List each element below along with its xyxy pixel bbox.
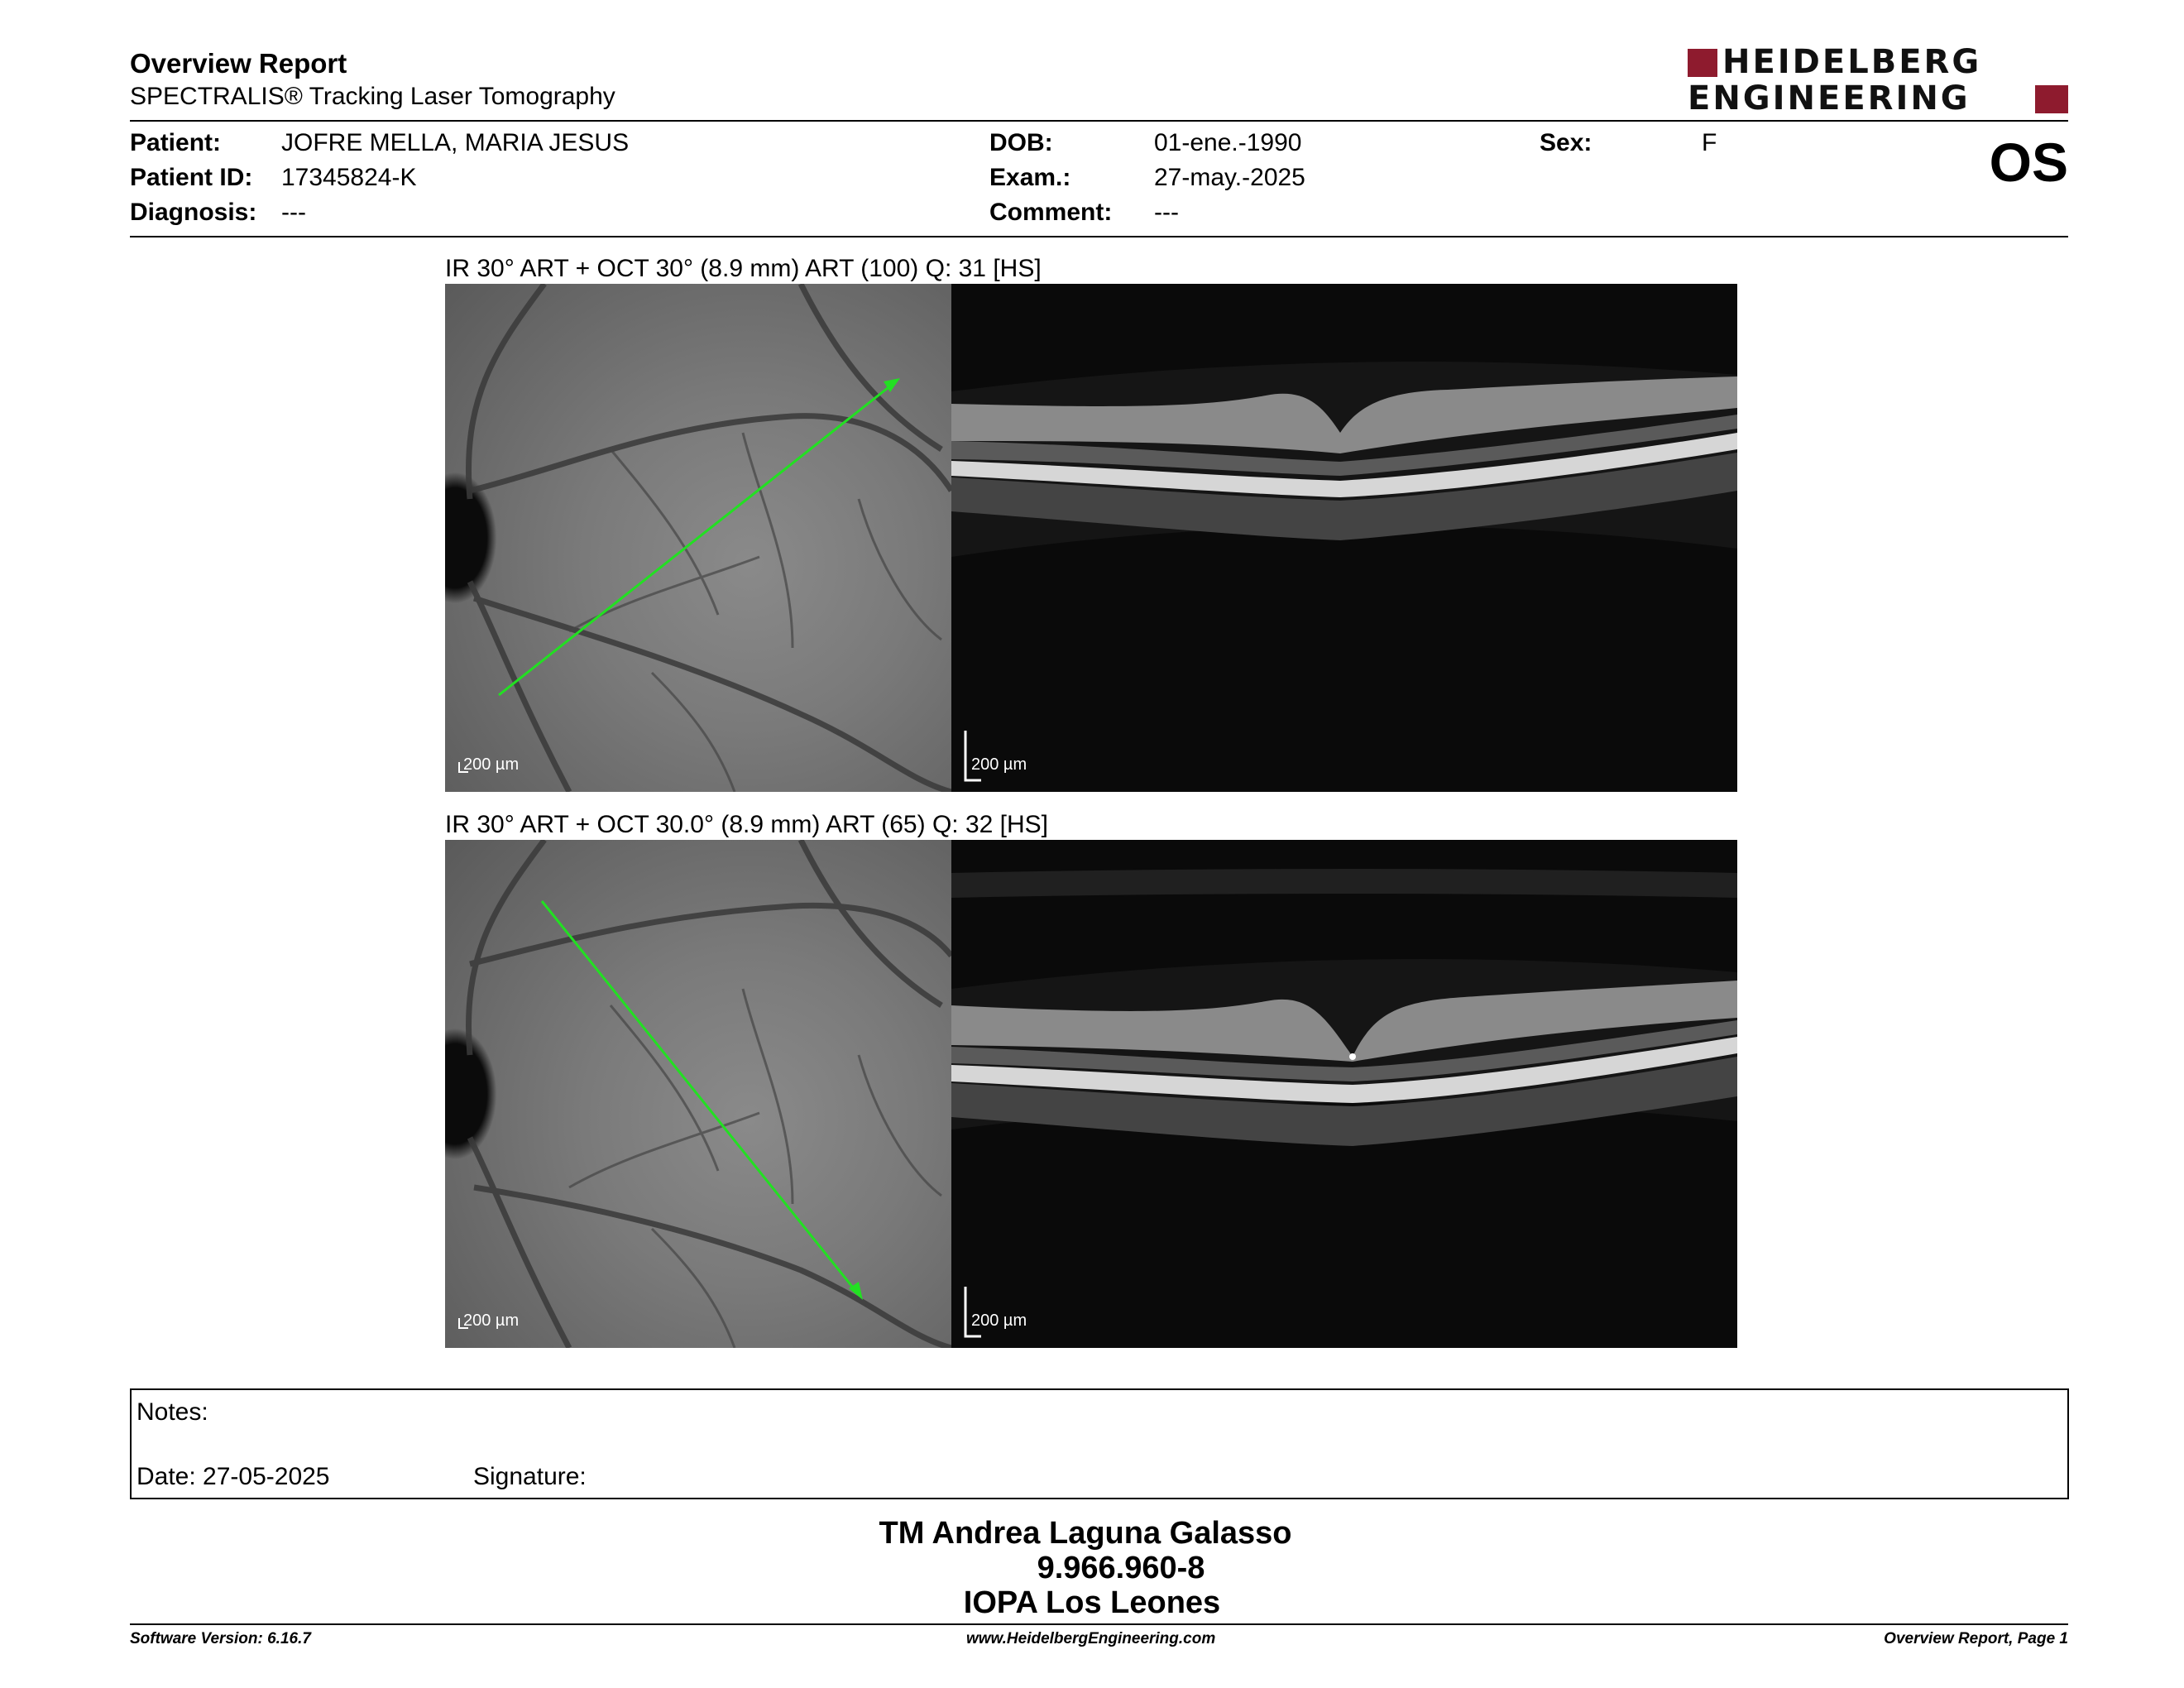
scan2-fundus-scale: 200 µm [463, 1312, 520, 1330]
scan1-oct-scale: 200 µm [971, 755, 1027, 774]
footer-divider [130, 1623, 2068, 1625]
scan1-caption: IR 30° ART + OCT 30° (8.9 mm) ART (100) Q: 31 [HS] [445, 255, 1042, 282]
scan2-caption: IR 30° ART + OCT 30.0° (8.9 mm) ART (65) Q: 32 [HS] [445, 811, 1048, 838]
scan2-oct-image [951, 840, 1737, 1348]
patient-id: 17345824-K [281, 164, 417, 191]
report-subtitle: SPECTRALIS® Tracking Laser Tomography [130, 83, 615, 110]
signer-name: TM Andrea Laguna Galasso [879, 1516, 1292, 1551]
diagnosis-value: --- [281, 199, 306, 226]
report-title: Overview Report [130, 48, 347, 79]
header-divider [130, 120, 2068, 122]
sex-value: F [1702, 129, 1717, 156]
exam-value: 27-may.-2025 [1154, 164, 1305, 191]
eye-indicator: OS [1989, 132, 2068, 193]
scan2-oct-scale: 200 µm [971, 1312, 1027, 1330]
patient-name: JOFRE MELLA, MARIA JESUS [281, 129, 630, 156]
software-version: Software Version: 6.16.7 [130, 1630, 311, 1647]
sex-label: Sex: [1540, 129, 1592, 156]
page-indicator: Overview Report, Page 1 [1884, 1630, 2068, 1647]
patient-label: Patient: [130, 129, 222, 156]
scan1-fundus-image [445, 284, 951, 792]
exam-label: Exam.: [989, 164, 1071, 191]
logo-line2: ENGINEERING [1688, 79, 1971, 117]
dob-value: 01-ene.-1990 [1154, 129, 1302, 156]
notes-label: Notes: [136, 1398, 208, 1426]
logo-line1: HEIDELBERG [1722, 43, 1982, 81]
patient-divider [130, 236, 2068, 237]
scan1-oct-image [951, 284, 1737, 792]
comment-value: --- [1154, 199, 1179, 226]
diagnosis-label: Diagnosis: [130, 199, 257, 226]
notes-box[interactable] [130, 1388, 2069, 1499]
signer-id: 9.966.960-8 [1037, 1551, 1205, 1585]
heidelberg-logo [1688, 43, 2068, 117]
patient-id-label: Patient ID: [130, 164, 253, 191]
website-link[interactable]: www.HeidelbergEngineering.com [966, 1630, 1216, 1647]
scan1-fundus-scale: 200 µm [463, 755, 520, 774]
dob-label: DOB: [989, 129, 1053, 156]
signer-institution: IOPA Los Leones [963, 1585, 1221, 1620]
signature-label: Signature: [473, 1463, 587, 1490]
comment-label: Comment: [989, 199, 1113, 226]
scan2-fundus-image [445, 840, 951, 1348]
date-label: Date: 27-05-2025 [136, 1463, 330, 1490]
